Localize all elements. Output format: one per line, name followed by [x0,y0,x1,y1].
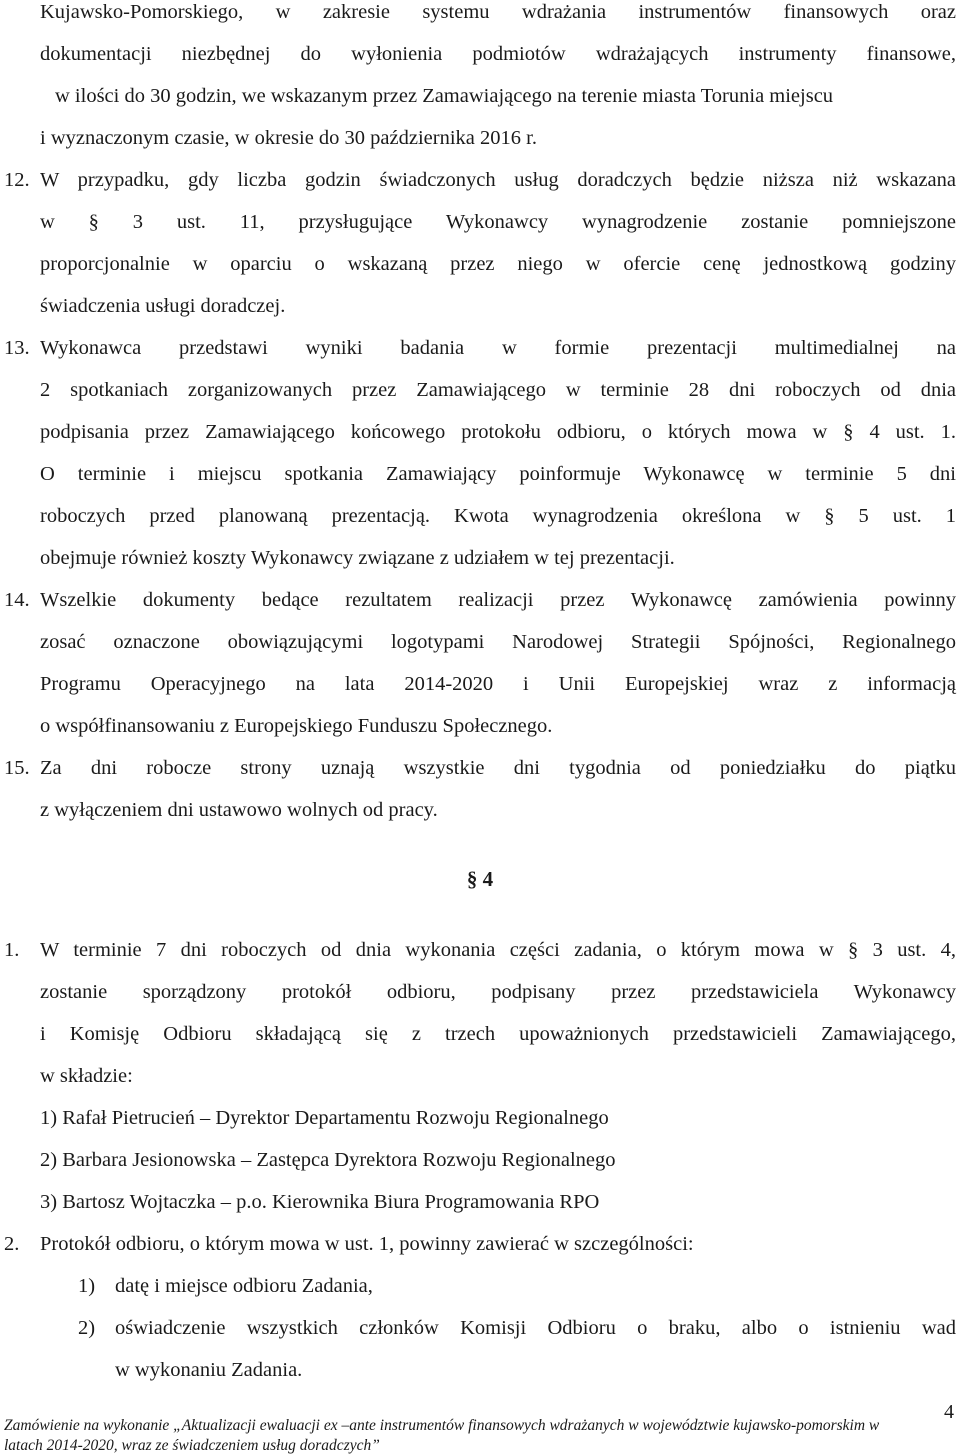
text-line: w ilości do 30 godzin, we wskazanym przez Zamawiającego na terenie miasta Torunia miejscu [55,85,834,107]
text-line: i wyznaczonym czasie, w okresie do 30 października 2016 r. [40,127,537,149]
text-line: obejmuje również koszty Wykonawcy związane z udziałem w tej prezentacji. [40,547,675,569]
footer-line: latach 2014-2020, wraz ze świadczeniem usług doradczych” [4,1437,380,1454]
text-line: świadczenia usługi doradczej. [40,295,286,317]
text-line: w § 3 ust. 11, przysługujące Wykonawcy wynagrodzenie zostanie pomniejszone [40,211,956,233]
text-line: Protokół odbioru, o którym mowa w ust. 1, powinny zawierać w szczególności: [40,1233,694,1255]
paragraph-number: 13. [4,337,30,359]
text-line: dokumentacji niezbędnej do wyłonienia podmiotów wdrażających instrumenty finansowe, [40,43,956,65]
text-line: zostanie sporządzony protokół odbioru, podpisany przez przedstawiciela Wykonawcy [40,981,956,1003]
text-line: Wszelkie dokumenty bedące rezultatem realizacji przez Wykonawcę zamówienia powinny [40,589,956,611]
footer-line: Zamówienie na wykonanie „Aktualizacji ewaluacji ex –ante instrumentów finansowych wdrażanych w województwie kujawsko-pomorskim w [4,1417,880,1434]
text-line: roboczych przed planowaną prezentacją. Kwota wynagrodzenia określona w § 5 ust. 1 [40,505,956,527]
list-item: oświadczenie wszystkich członków Komisji Odbioru o braku, albo o istnieniu wad [115,1317,956,1339]
paragraph-number: 14. [4,589,30,611]
page-number: 4 [944,1401,954,1423]
list-item-continuation: w wykonaniu Zadania. [115,1359,303,1381]
text-line: z wyłączeniem dni ustawowo wolnych od pracy. [40,799,438,821]
committee-member: 3) Bartosz Wojtaczka – p.o. Kierownika Biura Programowania RPO [40,1191,600,1213]
list-item-number: 1) [78,1275,96,1297]
section-heading: § 4 [466,867,494,891]
text-line: O terminie i miejscu spotkania Zamawiający poinformuje Wykonawcę w terminie 5 dni [40,463,956,485]
paragraph-number: 12. [4,169,30,191]
text-line: Wykonawca przedstawi wyniki badania w formie prezentacji multimedialnej na [40,337,956,359]
paragraph-number: 2. [4,1233,20,1255]
text-line: Programu Operacyjnego na lata 2014-2020 i Unii Europejskiej wraz z informacją [40,673,956,695]
paragraph-number: 1. [4,939,20,961]
paragraph-number: 15. [4,757,30,779]
text-line: o współfinansowaniu z Europejskiego Funduszu Społecznego. [40,715,553,737]
text-line: Kujawsko-Pomorskiego, w zakresie systemu wdrażania instrumentów finansowych oraz [40,1,956,23]
committee-member: 2) Barbara Jesionowska – Zastępca Dyrektora Rozwoju Regionalnego [40,1149,616,1171]
text-line: W przypadku, gdy liczba godzin świadczonych usług doradczych będzie niższa niż wskazana [40,169,956,191]
committee-member: 1) Rafał Pietrucień – Dyrektor Departamentu Rozwoju Regionalnego [40,1107,609,1129]
text-line: proporcjonalnie w oparciu o wskazaną przez niego w ofercie cenę jednostkową godziny [40,253,956,275]
text-line: Za dni robocze strony uznają wszystkie dni tygodnia od poniedziałku do piątku [40,757,956,779]
text-line: 2 spotkaniach zorganizowanych przez Zamawiającego w terminie 28 dni roboczych od dnia [40,379,956,401]
list-item: datę i miejsce odbioru Zadania, [115,1275,373,1297]
text-line: i Komisję Odbioru składającą się z trzech upoważnionych przedstawicieli Zamawiającego, [40,1023,956,1045]
text-line: w składzie: [40,1065,133,1087]
text-line: zosać oznaczone obowiązującymi logotypami Narodowej Strategii Spójności, Regionalnego [40,631,956,653]
list-item-number: 2) [78,1317,96,1339]
text-line: W terminie 7 dni roboczych od dnia wykonania części zadania, o którym mowa w § 3 ust. 4, [40,939,956,961]
text-line: podpisania przez Zamawiającego końcowego protokołu odbioru, o których mowa w § 4 ust. 1. [40,421,956,443]
